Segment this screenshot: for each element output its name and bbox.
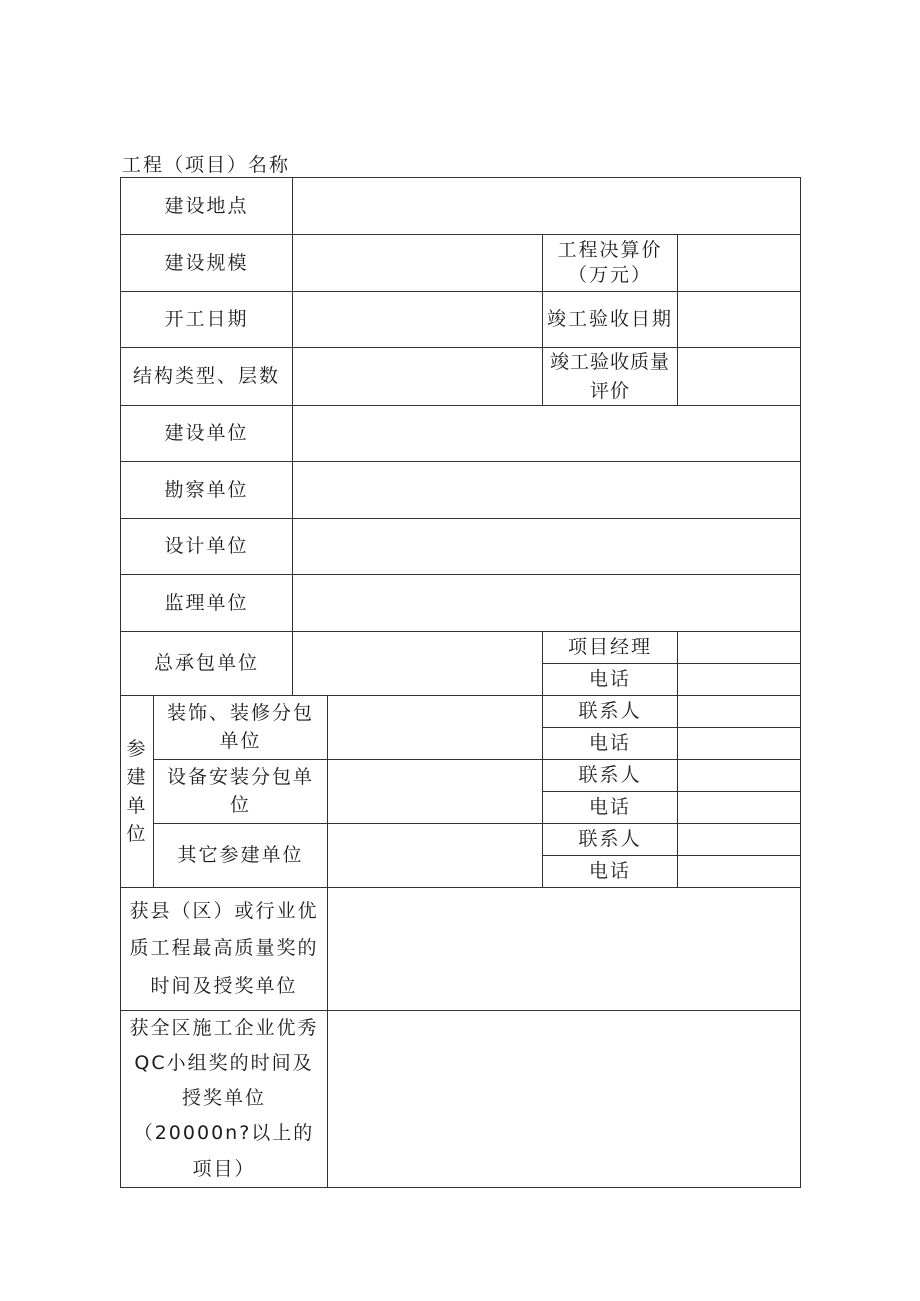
qc-award-label: 获全区施工企业优秀QC小组奖的时间及授奖单位（20000n?以上的项目） <box>121 1011 328 1188</box>
accept-date-value[interactable] <box>678 292 801 348</box>
quality-award-value[interactable] <box>328 888 801 1011</box>
equipment-contact-label: 联系人 <box>543 760 678 792</box>
final-price-value[interactable] <box>678 235 801 292</box>
start-date-value[interactable] <box>293 292 543 348</box>
general-contractor-value[interactable] <box>293 632 543 696</box>
decoration-value[interactable] <box>328 696 543 760</box>
other-phone-label: 电话 <box>543 856 678 888</box>
scale-label: 建设规模 <box>121 235 293 292</box>
location-value[interactable] <box>293 178 801 235</box>
design-value[interactable] <box>293 519 801 575</box>
scale-value[interactable] <box>293 235 543 292</box>
owner-label: 建设单位 <box>121 406 293 462</box>
general-contractor-phone-label: 电话 <box>543 664 678 696</box>
equipment-phone-label: 电话 <box>543 792 678 824</box>
decoration-contact-label: 联系人 <box>543 696 678 728</box>
participating-char: 单 <box>126 794 148 817</box>
equipment-contact-value[interactable] <box>678 760 801 792</box>
structure-value[interactable] <box>293 348 543 406</box>
participating-units-label <box>121 696 154 888</box>
decoration-phone-label: 电话 <box>543 728 678 760</box>
other-contact-label: 联系人 <box>543 824 678 856</box>
supervision-label: 监理单位 <box>121 575 293 632</box>
quality-eval-value[interactable] <box>678 348 801 406</box>
general-contractor-phone-value[interactable] <box>678 664 801 696</box>
equipment-label: 设备安装分包单位 <box>154 760 328 824</box>
design-label: 设计单位 <box>121 519 293 575</box>
participating-char: 建 <box>126 766 148 788</box>
project-info-form <box>120 177 801 1188</box>
qc-award-value[interactable] <box>328 1011 801 1188</box>
equipment-phone-value[interactable] <box>678 792 801 824</box>
quality-eval-label: 竣工验收质量评价 <box>543 348 678 406</box>
other-phone-value[interactable] <box>678 856 801 888</box>
participating-char: 参 <box>126 737 148 760</box>
quality-award-label: 获县（区）或行业优质工程最高质量奖的时间及授奖单位 <box>121 888 328 1011</box>
project-manager-label: 项目经理 <box>543 632 678 664</box>
project-name-label: 工程（项目）名称 <box>122 154 291 176</box>
owner-value[interactable] <box>293 406 801 462</box>
project-manager-value[interactable] <box>678 632 801 664</box>
participating-char: 位 <box>126 823 148 845</box>
general-contractor-label: 总承包单位 <box>121 632 293 696</box>
equipment-value[interactable] <box>328 760 543 824</box>
decoration-label: 装饰、装修分包单位 <box>154 696 328 760</box>
location-label: 建设地点 <box>121 178 293 235</box>
decoration-phone-value[interactable] <box>678 728 801 760</box>
accept-date-label: 竣工验收日期 <box>543 292 678 348</box>
start-date-label: 开工日期 <box>121 292 293 348</box>
other-contact-value[interactable] <box>678 824 801 856</box>
supervision-value[interactable] <box>293 575 801 632</box>
final-price-label: 工程决算价（万元） <box>543 235 678 292</box>
survey-value[interactable] <box>293 462 801 519</box>
other-units-value[interactable] <box>328 824 543 888</box>
survey-label: 勘察单位 <box>121 462 293 519</box>
other-units-label: 其它参建单位 <box>154 824 328 888</box>
decoration-contact-value[interactable] <box>678 696 801 728</box>
structure-label: 结构类型、层数 <box>121 348 293 406</box>
